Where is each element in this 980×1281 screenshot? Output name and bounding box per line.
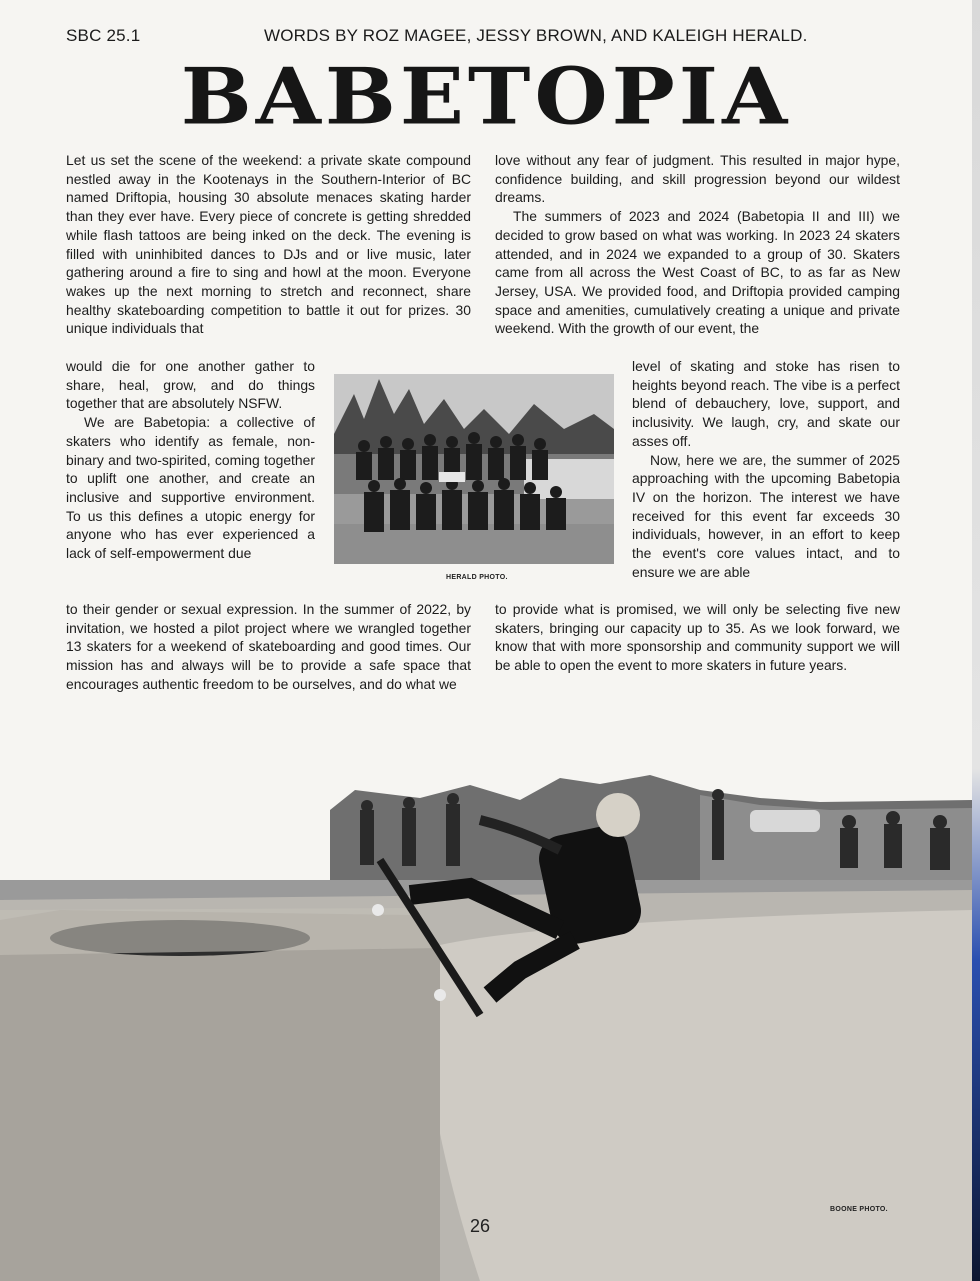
article-col2-wrap	[632, 357, 900, 581]
group-photo-credit: HERALD PHOTO.	[446, 574, 508, 581]
paragraph: to provide what is promised, we will only be selecting five new skaters, bringing our capacity up to 35. As we look forward, we know that with more sponsorship and community support we will be able to open the event to more skaters in future years.	[495, 601, 900, 674]
paragraph: to their gender or sexual expression. In the summer of 2022, by invitation, we hosted a pilot project where we wrangled together 13 skaters for a weekend of skateboarding and good times. Our mission has and always will be to provide a safe space that encourages authentic freedom to be ourselves, and do what we	[66, 601, 471, 692]
paragraph: level of skating and stoke has risen to heights beyond reach. The vibe is a perfect blend of debauchery, love, support, and inclusivity. We laugh, cry, and skate our asses off.	[632, 358, 900, 449]
issue-label: SBC 25.1	[66, 26, 141, 45]
screen-edge	[972, 0, 980, 1281]
article-col2-bottom	[495, 600, 900, 675]
group-photo-illustration	[334, 374, 614, 564]
article-col1-wrap	[66, 357, 315, 563]
skate-photo	[0, 770, 972, 1281]
article-col1-bottom	[66, 600, 471, 694]
paragraph: The summers of 2023 and 2024 (Babetopia II and III) we decided to grow based on what was working. In 2023 24 skaters attended, and in 2024 we expanded to a group of 30. Skaters came from all across the West Coast of BC, to as far as New Jersey, USA. We provided food, and Driftopia provided camping space and amenities, cumulatively creating a unique and private weekend. With the growth of our event, the	[495, 208, 900, 337]
skate-photo-credit: BOONE PHOTO.	[830, 1206, 888, 1213]
page-number: 26	[470, 1216, 491, 1236]
page-title: BABETOPIA	[180, 51, 792, 143]
article-col2-top	[495, 151, 900, 338]
paragraph: Let us set the scene of the weekend: a private skate compound nestled away in the Kootenays in the Southern-Interior of BC named Driftopia, housing 30 absolute menaces skating harder than they ever have. Every piece of concrete is getting shredded while flash tattoos are being inked on the deck. The evening is filled with uninhibited dances to DJs and or live music, later gathering around a fire to sing and howl at the moon. Everyone wakes up the next morning to stretch and reconnect, share healthy skateboarding competition to battle it out for prizes. 30 unique individuals that	[66, 152, 471, 337]
paragraph: We are Babetopia: a collective of skaters who identify as female, non-binary and two-spirited, coming together to uplift one another, and create an inclusive and supportive environment. To us this defines a utopic energy for anyone who has ever experienced a lack of self-empowerment due	[66, 414, 315, 562]
group-photo	[334, 374, 614, 564]
paragraph: love without any fear of judgment. This resulted in major hype, confidence building, and skill progression beyond our wildest dreams.	[495, 152, 900, 206]
paragraph: would die for one another gather to share, heal, grow, and do things together that are absolutely NSFW.	[66, 358, 315, 412]
byline: WORDS BY ROZ MAGEE, JESSY BROWN, AND KALEIGH HERALD.	[264, 26, 808, 45]
skate-photo-illustration	[0, 770, 972, 1281]
paragraph: Now, here we are, the summer of 2025 approaching with the upcoming Babetopia IV on the horizon. The interest we have received for this event far exceeds 30 individuals, however, in an effort to keep the event's core values intact, and to ensure we are able	[632, 451, 900, 580]
article-col1-top	[66, 151, 471, 338]
